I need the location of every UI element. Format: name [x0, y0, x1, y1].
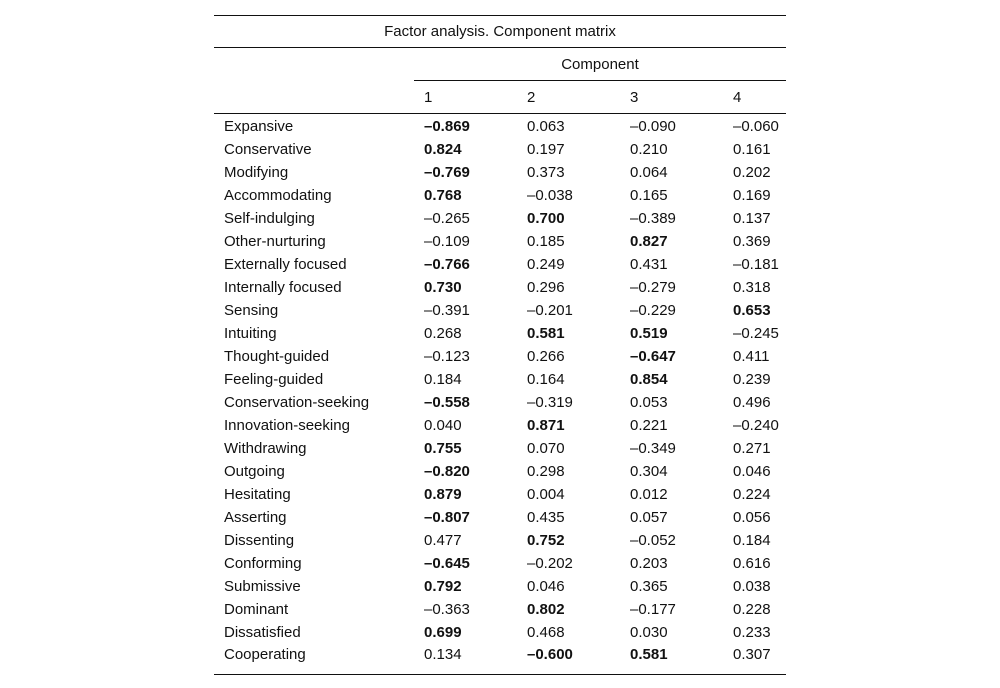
loading-cell-component-2: 0.700 [527, 210, 565, 227]
loading-cell-component-4: 0.616 [733, 555, 771, 572]
row-label: Thought-guided [224, 348, 330, 365]
row-label: Intuiting [224, 325, 277, 342]
loading-cell-component-4: 0.046 [733, 463, 771, 480]
loading-cell-component-2: 0.752 [527, 532, 565, 549]
loading-cell-component-3: 0.030 [630, 624, 668, 641]
loading-cell-component-4: 0.184 [733, 532, 771, 549]
row-label: Cooperating [214, 644, 414, 675]
component-header: Component [414, 48, 786, 81]
loading-cell-component-2: 0.046 [527, 578, 565, 595]
loading-cell-component-2: –0.319 [527, 394, 573, 411]
table-row [214, 276, 786, 299]
table-row [214, 114, 786, 139]
loading-cell-component-2: 0.296 [527, 279, 565, 296]
table-header [214, 16, 786, 114]
row-label: Outgoing [224, 463, 285, 480]
loading-cell-component-1: –0.391 [424, 302, 470, 319]
loading-cell-component-3: –0.052 [630, 532, 676, 549]
loading-cell-component-2: 0.004 [527, 486, 565, 503]
row-label: Conservation-seeking [224, 394, 370, 411]
loading-cell-component-4: 0.233 [733, 624, 771, 641]
row-label: Feeling-guided [224, 371, 324, 388]
loading-cell-component-3: 0.365 [630, 578, 668, 595]
loading-cell-component-1: 0.755 [424, 440, 462, 457]
loading-cell-component-1: 0.184 [424, 371, 462, 388]
loading-cell-component-3: 0.581 [620, 644, 723, 675]
loading-cell-component-2: –0.038 [527, 187, 573, 204]
loading-cell-component-1: 0.477 [424, 532, 462, 549]
table-row [214, 161, 786, 184]
loading-cell-component-4: –0.060 [733, 118, 779, 135]
loading-cell-component-2: –0.201 [527, 302, 573, 319]
table-row [214, 529, 786, 552]
table-row [214, 506, 786, 529]
row-label: Innovation-seeking [224, 417, 350, 434]
table-row [214, 460, 786, 483]
loading-cell-component-3: 0.210 [630, 141, 668, 158]
table-row [214, 414, 786, 437]
loading-cell-component-3: 0.064 [630, 164, 668, 181]
loading-cell-component-3: 0.854 [630, 371, 668, 388]
loading-cell-component-3: –0.389 [630, 210, 676, 227]
loading-cell-component-4: 0.271 [733, 440, 771, 457]
loading-cell-component-4: 0.224 [733, 486, 771, 503]
loading-cell-component-2: 0.871 [527, 417, 565, 434]
loading-cell-component-3: –0.349 [630, 440, 676, 457]
loading-cell-component-4: –0.181 [733, 256, 779, 273]
row-label: Sensing [224, 302, 279, 319]
loading-cell-component-1: 0.824 [424, 141, 462, 158]
column-number-row [214, 81, 786, 114]
table-body [214, 114, 786, 675]
table-row [214, 368, 786, 391]
column-header-4: 4 [723, 81, 786, 114]
table-row [214, 253, 786, 276]
loading-cell-component-4: 0.318 [733, 279, 771, 296]
component-matrix-table-container [214, 15, 786, 675]
loading-cell-component-3: 0.431 [630, 256, 668, 273]
loading-cell-component-1: –0.869 [424, 118, 470, 135]
table-row [214, 437, 786, 460]
row-label: Dominant [224, 601, 289, 618]
loading-cell-component-1: –0.820 [424, 463, 470, 480]
row-label: Dissatisfied [224, 624, 301, 641]
loading-cell-component-3: –0.090 [630, 118, 676, 135]
table-row [214, 598, 786, 621]
loading-cell-component-2: –0.600 [517, 644, 620, 675]
loading-cell-component-4: 0.653 [733, 302, 771, 319]
row-label: Expansive [224, 118, 294, 135]
loading-cell-component-2: 0.063 [527, 118, 565, 135]
loading-cell-component-3: –0.647 [630, 348, 676, 365]
row-label: Submissive [224, 578, 301, 595]
loading-cell-component-1: 0.768 [424, 187, 462, 204]
row-label: Conservative [224, 141, 312, 158]
row-label: Dissenting [224, 532, 295, 549]
loading-cell-component-1: 0.792 [424, 578, 462, 595]
table-row [214, 552, 786, 575]
loading-cell-component-3: 0.057 [630, 509, 668, 526]
loading-cell-component-3: 0.012 [630, 486, 668, 503]
loading-cell-component-4: 0.202 [733, 164, 771, 181]
loading-cell-component-2: 0.298 [527, 463, 565, 480]
loading-cell-component-2: 0.373 [527, 164, 565, 181]
table-title: Factor analysis. Component matrix [214, 16, 786, 48]
loading-cell-component-1: –0.807 [424, 509, 470, 526]
table-row [214, 299, 786, 322]
column-header-1: 1 [414, 81, 517, 114]
table-row [214, 644, 786, 675]
table-row [214, 207, 786, 230]
loading-cell-component-3: 0.053 [630, 394, 668, 411]
loading-cell-component-4: 0.137 [733, 210, 771, 227]
loading-cell-component-3: 0.827 [630, 233, 668, 250]
loading-cell-component-1: –0.265 [424, 210, 470, 227]
row-label: Hesitating [224, 486, 291, 503]
header-blank-cell [214, 81, 414, 114]
loading-cell-component-4: –0.245 [733, 325, 779, 342]
table-row [214, 575, 786, 598]
loading-cell-component-1: 0.879 [424, 486, 462, 503]
row-label: Modifying [224, 164, 289, 181]
row-label: Externally focused [224, 256, 347, 273]
table-row [214, 322, 786, 345]
loading-cell-component-1: –0.363 [424, 601, 470, 618]
loading-cell-component-2: –0.202 [527, 555, 573, 572]
loading-cell-component-4: 0.038 [733, 578, 771, 595]
row-label: Accommodating [224, 187, 332, 204]
loading-cell-component-1: –0.769 [424, 164, 470, 181]
table-row [214, 345, 786, 368]
row-label: Internally focused [224, 279, 342, 296]
loading-cell-component-4: 0.228 [733, 601, 771, 618]
loading-cell-component-4: 0.169 [733, 187, 771, 204]
loading-cell-component-1: –0.123 [424, 348, 470, 365]
row-label: Self-indulging [224, 210, 315, 227]
column-header-3: 3 [620, 81, 723, 114]
loading-cell-component-3: –0.177 [630, 601, 676, 618]
loading-cell-component-4: 0.496 [733, 394, 771, 411]
table-row [214, 483, 786, 506]
loading-cell-component-1: 0.040 [424, 417, 462, 434]
table-row [214, 621, 786, 644]
table-row [214, 230, 786, 253]
loading-cell-component-1: –0.109 [424, 233, 470, 250]
loading-cell-component-1: –0.766 [424, 256, 470, 273]
column-header-2: 2 [517, 81, 620, 114]
loading-cell-component-2: 0.802 [527, 601, 565, 618]
row-label: Asserting [224, 509, 287, 526]
loading-cell-component-3: –0.229 [630, 302, 676, 319]
loading-cell-component-2: 0.581 [527, 325, 565, 342]
loading-cell-component-2: 0.070 [527, 440, 565, 457]
loading-cell-component-3: 0.165 [630, 187, 668, 204]
loading-cell-component-4: 0.161 [733, 141, 771, 158]
row-label: Withdrawing [224, 440, 307, 457]
table-row [214, 391, 786, 414]
table-row [214, 138, 786, 161]
loading-cell-component-3: 0.203 [630, 555, 668, 572]
loading-cell-component-4: 0.411 [733, 348, 770, 365]
loading-cell-component-4: 0.056 [733, 509, 771, 526]
component-matrix-table [214, 15, 786, 675]
loading-cell-component-4: –0.240 [733, 417, 779, 434]
component-header-row [214, 48, 786, 81]
row-label: Conforming [224, 555, 302, 572]
loading-cell-component-2: 0.249 [527, 256, 565, 273]
loading-cell-component-3: 0.519 [630, 325, 668, 342]
loading-cell-component-4: 0.239 [733, 371, 771, 388]
loading-cell-component-2: 0.435 [527, 509, 565, 526]
loading-cell-component-1: 0.699 [424, 624, 462, 641]
loading-cell-component-1: –0.558 [424, 394, 470, 411]
loading-cell-component-2: 0.468 [527, 624, 565, 641]
table-row [214, 184, 786, 207]
loading-cell-component-4: 0.307 [723, 644, 786, 675]
loading-cell-component-2: 0.197 [527, 141, 565, 158]
loading-cell-component-2: 0.185 [527, 233, 565, 250]
loading-cell-component-1: 0.730 [424, 279, 462, 296]
loading-cell-component-4: 0.369 [733, 233, 771, 250]
loading-cell-component-1: 0.134 [414, 644, 517, 675]
row-label: Other-nurturing [224, 233, 326, 250]
title-row [214, 16, 786, 48]
loading-cell-component-2: 0.266 [527, 348, 565, 365]
header-spacer [214, 48, 414, 81]
loading-cell-component-1: –0.645 [424, 555, 470, 572]
loading-cell-component-3: –0.279 [630, 279, 676, 296]
loading-cell-component-3: 0.304 [630, 463, 668, 480]
loading-cell-component-1: 0.268 [424, 325, 462, 342]
loading-cell-component-3: 0.221 [630, 417, 668, 434]
loading-cell-component-2: 0.164 [527, 371, 565, 388]
